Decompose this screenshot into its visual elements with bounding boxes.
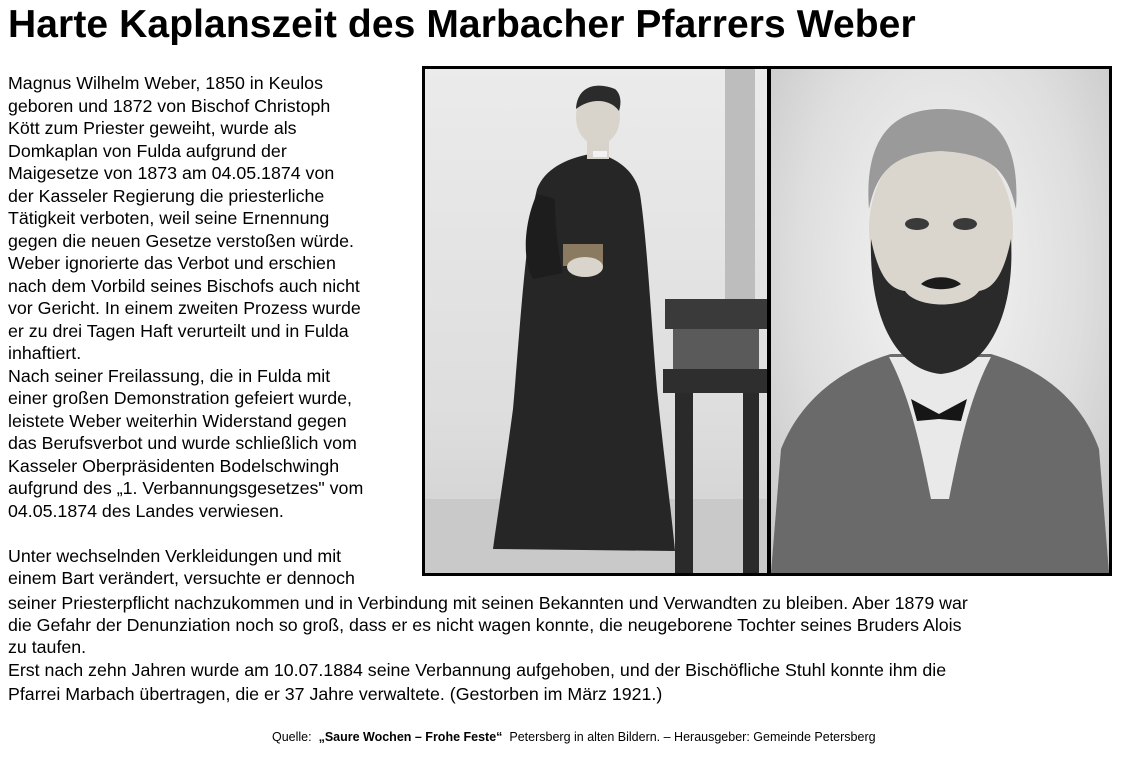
body-text-line: gegen die neuen Gesetze verstoßen würde. — [8, 231, 354, 251]
body-text-line: Magnus Wilhelm Weber, 1850 in Keulos — [8, 73, 323, 93]
source-prefix: Quelle: — [272, 730, 312, 744]
body-text-line: Unter wechselnden Verkleidungen und mit — [8, 546, 342, 566]
body-text-line: geboren und 1872 von Bischof Christoph — [8, 96, 331, 116]
bearded-priest-portrait — [771, 69, 1109, 573]
source-citation — [272, 730, 876, 744]
body-text-line: zu taufen. — [8, 637, 87, 657]
body-text-line: er zu drei Tagen Haft verurteilt und in Fulda — [8, 321, 349, 341]
body-text-line: vor Gericht. In einem zweiten Prozess wurde — [8, 298, 361, 318]
body-text-line: das Berufsverbot und wurde schließlich vom — [8, 433, 357, 453]
body-text-line: aufgrund des „1. Verbannungsgesetzes" vom — [8, 478, 364, 498]
body-text-line: leistete Weber weiterhin Widerstand gegen — [8, 411, 347, 431]
body-text-line: einer großen Demonstration gefeiert wurde, — [8, 388, 352, 408]
body-text-line: seiner Priesterpflicht nachzukommen und in Verbindung mit seinen Bekannten und Verwandten zu bleiben. Aber 1879 war — [8, 593, 968, 613]
body-text-line: Nach seiner Freilassung, die in Fulda mit — [8, 366, 331, 386]
body-text-line: Kasseler Oberpräsidenten Bodelschwingh — [8, 456, 340, 476]
body-text-line: einem Bart verändert, versuchte er dennoch — [8, 568, 355, 588]
body-text-line: 04.05.1874 des Landes verwiesen. — [8, 501, 284, 521]
body-text-line: Tätigkeit verboten, weil seine Ernennung — [8, 208, 330, 228]
standing-priest-photo — [425, 69, 767, 573]
source-details: Petersberg in alten Bildern. – Herausgeber: Gemeinde Petersberg — [509, 730, 876, 744]
body-text-line: Pfarrei Marbach übertragen, die er 37 Jahre verwaltete. (Gestorben im März 1921.) — [8, 684, 663, 704]
body-text-line: inhaftiert. — [8, 343, 82, 363]
body-text-line: die Gefahr der Denunziation noch so groß, dass er es nicht wagen konnte, die neugeborene Tochter seines Bruders Alois — [8, 615, 962, 635]
body-text-line: Domkaplan von Fulda aufgrund der — [8, 141, 287, 161]
body-text-line: Kött zum Priester geweiht, wurde als — [8, 118, 297, 138]
body-text-line: Weber ignorierte das Verbot und erschien — [8, 253, 336, 273]
photo-frame — [422, 66, 1112, 576]
body-text-line: der Kasseler Regierung die priesterliche — [8, 186, 325, 206]
source-book-title: „Saure Wochen – Frohe Feste“ — [318, 730, 503, 744]
body-text-line: nach dem Vorbild seines Bischofs auch nicht — [8, 276, 360, 296]
page-title: Harte Kaplanszeit des Marbacher Pfarrers Weber — [8, 3, 916, 46]
body-text-line: Erst nach zehn Jahren wurde am 10.07.1884 seine Verbannung aufgehoben, und der Bischöfliche Stuhl konnte ihm die — [8, 660, 947, 680]
body-text-line: Maigesetze von 1873 am 04.05.1874 von — [8, 163, 335, 183]
